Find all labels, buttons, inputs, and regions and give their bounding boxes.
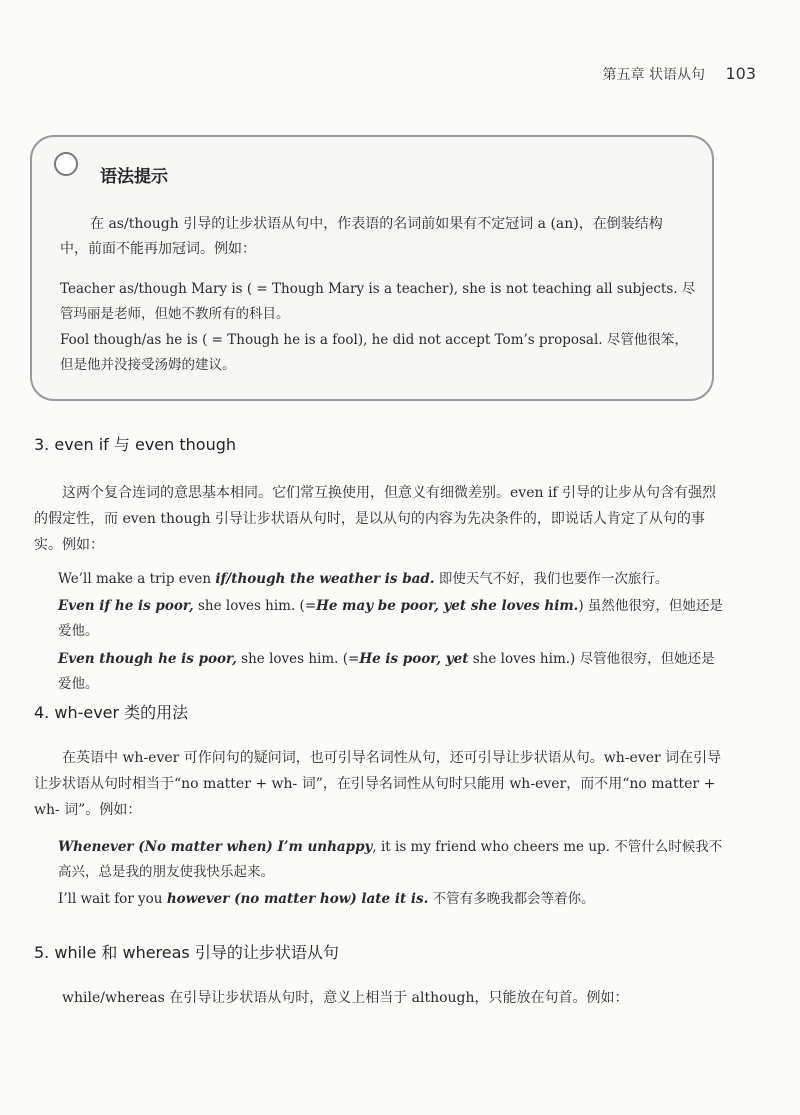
section-4-paragraph: 在英语中 wh-ever 可作问句的疑问词，也可引导名词性从句，还可引导让步状语从句。wh-ever 词在引导让步状语从句时相当于“no matter + wh- 词”，在引导名词性从句时只能用 wh-ever，而不用“no matter + wh- 词”。例如： <box>34 750 722 818</box>
section-3-paragraph: 这两个复合连词的意思基本相同。它们常互换使用，但意义有细微差别。even if 引导的让步从句含有强烈的假定性，而 even though 引导让步状语从句时，是以从句的内容为先决条件的，即说话人肯定了从句的事实。例如： <box>34 485 717 553</box>
section-3-title: 3. even if 与 even though <box>34 435 237 454</box>
section-3-example-1: We’ll make a trip even if/though the weather is bad. 即使天气不好，我们也要作一次旅行。 <box>58 571 669 587</box>
section-3-example-3: Even though he is poor, she loves him. (=He is poor, yet she loves him.) 尽管他很穷，但她还是爱他。 <box>58 651 715 692</box>
section-5-paragraph: while/whereas 在引导让步状语从句时，意义上相当于 although，只能放在句首。例如： <box>62 990 629 1006</box>
chapter-label: 第五章 状语从句 <box>602 67 705 83</box>
section-4-example-1: Whenever (No matter when) I’m unhappy, it is my friend who cheers me up. 不管什么时候我不高兴，总是我的朋友使我快乐起来。 <box>58 839 723 880</box>
tip-example-1: Teacher as/though Mary is ( = Though Mary is a teacher), she is not teaching all subjects. 尽管玛丽是老师，但她不教所有的科目。 <box>60 281 696 322</box>
section-4-example-2: I’ll wait for you however (no matter how) late it is. 不管有多晚我都会等着你。 <box>58 891 595 907</box>
tip-paragraph: 在 as/though 引导的让步状语从句中，作表语的名词前如果有不定冠词 a (an)，在倒装结构中，前面不能再加冠词。例如： <box>60 216 663 257</box>
section-3-example-2: Even if he is poor, she loves him. (=He may be poor, yet she loves him.) 虽然他很穷，但她还是爱他。 <box>58 598 723 639</box>
tip-circle-icon <box>54 152 78 176</box>
section-4-title: 4. wh-ever 类的用法 <box>34 703 189 722</box>
tip-example-2: Fool though/as he is ( = Though he is a fool), he did not accept Tom’s proposal. 尽管他很笨，但是他并没接受汤姆的建议。 <box>60 332 688 373</box>
section-5-title: 5. while 和 whereas 引导的让步状语从句 <box>34 943 339 962</box>
page-header <box>603 64 756 84</box>
page-number: 103 <box>725 64 756 83</box>
tip-title: 语法提示 <box>100 167 168 187</box>
